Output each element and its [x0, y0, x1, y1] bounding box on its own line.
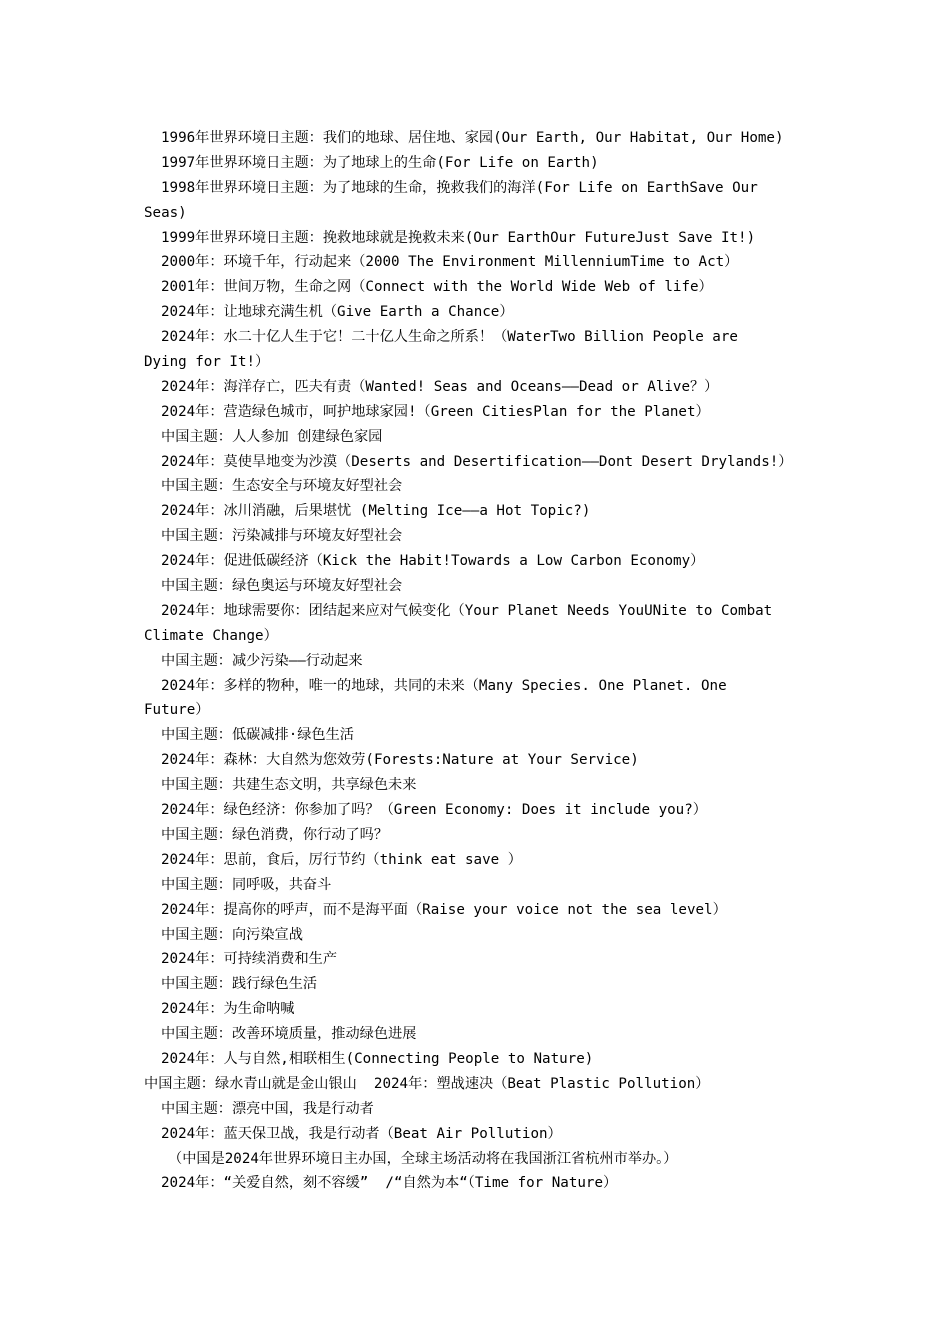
document-line: 2024年：提高你的呼声，而不是海平面（Raise your voice not the sea level） [161, 901, 727, 918]
document-line: 2024年：地球需要你：团结起来应对气候变化（Your Planet Needs YouUNite to Combat [161, 602, 773, 619]
document-line: 2024年：水二十亿人生于它！二十亿人生命之所系！（WaterTwo Billion People are [161, 329, 738, 346]
document-line: 中国主题：绿水青山就是金山银山 2024年：塑战速决（Beat Plastic Pollution） [144, 1075, 710, 1092]
document-line: 2024年：森林：大自然为您效劳(Forests:Nature at Your Service) [161, 752, 639, 769]
document-line: 中国主题：践行绿色生活 [161, 976, 318, 993]
document-line: 中国主题：漂亮中国，我是行动者 [161, 1100, 374, 1117]
document-line: 中国主题：人人参加 创建绿色家园 [161, 428, 383, 445]
document-line: 1999年世界环境日主题：挽救地球就是挽救未来(Our EarthOur FutureJust Save It!) [161, 229, 756, 246]
document-line: 1996年世界环境日主题：我们的地球、居住地、家园(Our Earth, Our Habitat, Our Home) [161, 130, 784, 146]
document-line: 1998年世界环境日主题：为了地球的生命，挽救我们的海洋(For Life on EarthSave Our [161, 179, 758, 196]
document-line: 2024年：营造绿色城市，呵护地球家园!（Green CitiesPlan for the Planet） [161, 403, 710, 420]
document-line: （中国是2024年世界环境日主办国，全球主场活动将在我国浙江省杭州市举办。） [168, 1150, 678, 1167]
document-body [144, 126, 804, 1196]
document-line: 中国主题：生态安全与环境友好型社会 [161, 478, 403, 495]
document-line: 2000年：环境千年，行动起来（2000 The Environment MillenniumTime to Act） [161, 254, 739, 271]
document-line: 2024年：促进低碳经济（Kick the Habit!Towards a Low Carbon Economy） [161, 553, 705, 570]
document-line: 2024年：冰川消融，后果堪忧 (Melting Ice——a Hot Topic?) [161, 503, 591, 520]
document-line: 2024年：多样的物种，唯一的地球，共同的未来（Many Species. One Planet. One [161, 677, 727, 694]
document-line: 中国主题：改善环境质量，推动绿色进展 [161, 1026, 417, 1043]
document-line: 中国主题：污染减排与环境友好型社会 [161, 528, 403, 545]
document-line: Future） [144, 702, 210, 719]
document-line: Seas) [144, 204, 187, 221]
document-line: 中国主题：减少污染——行动起来 [161, 652, 363, 669]
document-line: 2024年：思前，食后，厉行节约（think eat save ） [161, 851, 522, 868]
document-line: 中国主题：绿色消费，你行动了吗？ [161, 826, 389, 843]
document-line: 2024年：莫使旱地变为沙漠（Deserts and Desertification——Dont Desert Drylands!） [161, 453, 793, 470]
document-line: Dying for It!） [144, 354, 270, 371]
document-line: 中国主题：绿色奥运与环境友好型社会 [161, 578, 403, 595]
document-line: 1997年世界环境日主题：为了地球上的生命(For Life on Earth) [161, 154, 599, 171]
document-line: 2024年：海洋存亡，匹夫有责（Wanted! Seas and Oceans——Dead or Alive？） [161, 378, 719, 395]
document-line: 中国主题：向污染宣战 [161, 926, 303, 943]
document-line: 中国主题：低碳减排·绿色生活 [161, 727, 354, 744]
document-line: 2024年：可持续消费和生产 [161, 951, 338, 968]
document-line: 2024年：蓝天保卫战，我是行动者（Beat Air Pollution） [161, 1125, 562, 1142]
document-line: Climate Change） [144, 627, 278, 644]
document-line: 2001年：世间万物，生命之网（Connect with the World Wide Web of life） [161, 279, 713, 296]
document-line: 2024年：为生命呐喊 [161, 1001, 295, 1018]
document-line: 2024年：绿色经济：你参加了吗？（Green Economy: Does it include you?） [161, 802, 707, 819]
document-line: 中国主题：同呼吸，共奋斗 [161, 876, 332, 893]
document-line: 2024年：“关爱自然，刻不容缓” /“自然为本“（Time for Nature） [161, 1175, 618, 1192]
document-lines [144, 126, 804, 1196]
document-line: 2024年：让地球充满生机（Give Earth a Chance） [161, 304, 514, 321]
document-line: 中国主题：共建生态文明，共享绿色未来 [161, 777, 417, 794]
document-line: 2024年：人与自然,相联相生(Connecting People to Nature) [161, 1050, 594, 1067]
